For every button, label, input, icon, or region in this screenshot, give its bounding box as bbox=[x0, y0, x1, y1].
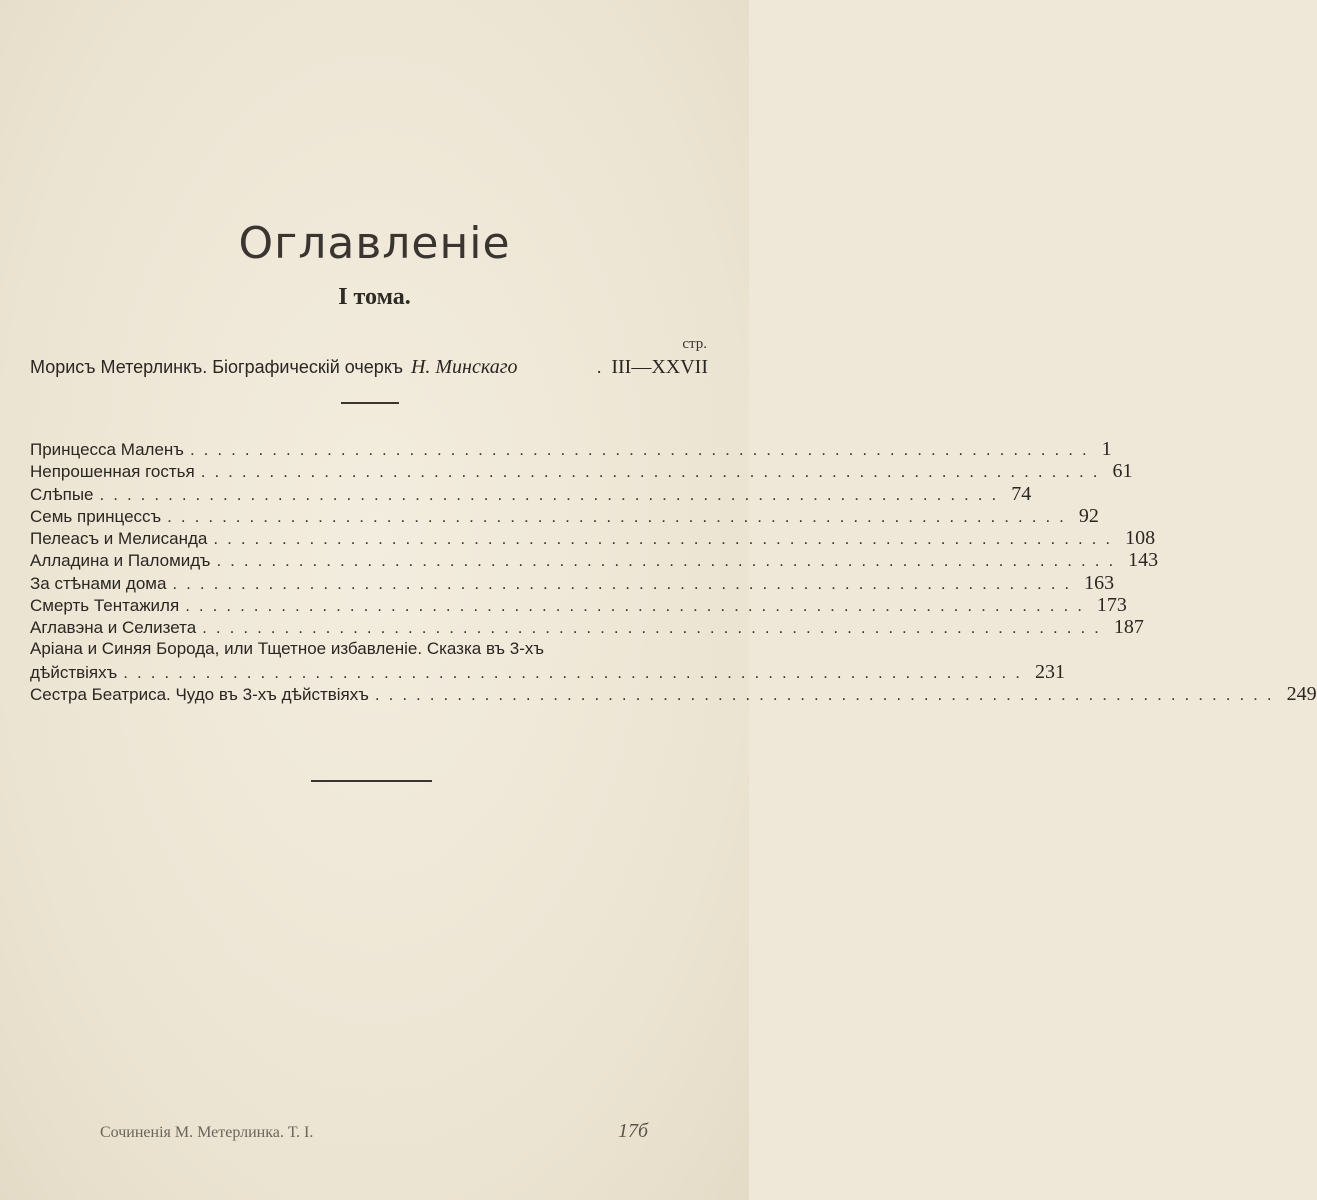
toc-entry bbox=[30, 594, 1127, 617]
bio-text: Морисъ Метерлинкъ. Біографическій очеркъ bbox=[30, 357, 403, 377]
toc-entry-page: 74 bbox=[1011, 482, 1032, 505]
leader-dots: .................................................................. bbox=[172, 573, 1079, 593]
leader-dots: .................................................................. bbox=[99, 484, 1006, 504]
toc-entry-title: Непрошенная гостья bbox=[30, 462, 195, 482]
table-of-contents bbox=[30, 438, 1317, 705]
toc-entry bbox=[30, 504, 1099, 527]
toc-entry-page: 61 bbox=[1112, 460, 1133, 483]
toc-entry bbox=[30, 460, 1133, 483]
toc-entry-page: 163 bbox=[1084, 571, 1115, 594]
toc-entry-title: Алладина и Паломидъ bbox=[30, 551, 211, 571]
leader-dots: .................................................................. bbox=[167, 506, 1073, 526]
toc-entry-title: Аглавэна и Селизета bbox=[30, 618, 197, 638]
leader-dots: .................................................................. bbox=[185, 596, 1091, 616]
leader-dots: .................................................................. bbox=[123, 662, 1029, 682]
toc-entry-page: 92 bbox=[1078, 504, 1099, 527]
footer-signature: Сочиненія М. Метерлинка. Т. I. bbox=[100, 1124, 314, 1141]
toc-entry-page: 249 bbox=[1286, 682, 1317, 705]
toc-entry bbox=[30, 482, 1032, 505]
toc-entry-page: 231 bbox=[1035, 660, 1065, 683]
toc-entry-title: Слѣпые bbox=[30, 484, 94, 504]
toc-entry-multiline-first bbox=[30, 639, 708, 661]
toc-entry bbox=[30, 438, 1112, 460]
toc-entry-page: 173 bbox=[1096, 594, 1127, 617]
leader-dots: .................................................................. bbox=[213, 529, 1120, 549]
divider-long bbox=[311, 780, 432, 782]
leader-dots: .................................................................. bbox=[202, 618, 1108, 638]
toc-entry-page: 1 bbox=[1101, 438, 1112, 460]
toc-entry-title: Смерть Тентажиля bbox=[30, 596, 180, 616]
toc-entry-title: Семь принцессъ bbox=[30, 506, 162, 526]
bio-author: Н. Минскаго bbox=[410, 356, 518, 378]
toc-entry-title: Пелеасъ и Мелисанда bbox=[30, 529, 208, 549]
toc-entry bbox=[30, 616, 1144, 639]
leader-dots: .................................................................. bbox=[374, 684, 1281, 704]
divider-short bbox=[341, 402, 399, 404]
leader-dots: .................................................................. bbox=[189, 440, 1096, 459]
toc-entry-title: Принцесса Маленъ bbox=[30, 440, 184, 459]
toc-entry-title: За стѣнами дома bbox=[30, 573, 167, 593]
leader-dots: .................................................................. bbox=[216, 551, 1123, 571]
toc-entry-title: Сестра Беатриса. Чудо въ 3-хъ дѣйствіяхъ bbox=[30, 684, 369, 704]
toc-entry bbox=[30, 527, 1156, 550]
footer-sheet-number: 17б bbox=[618, 1120, 649, 1142]
page-title: Оглавленіе bbox=[238, 218, 511, 269]
bio-dot: . bbox=[596, 357, 602, 377]
volume-subtitle: I тома. bbox=[338, 284, 411, 310]
toc-entry-page: 143 bbox=[1128, 549, 1159, 572]
page-column-label: стр. bbox=[682, 336, 707, 352]
leader-dots: .................................................................. bbox=[200, 462, 1107, 482]
toc-entry bbox=[30, 549, 1159, 572]
toc-entry-title-line1: Аріана и Синяя Борода, или Тщетное избавленіе. Сказка въ 3-хъ bbox=[30, 638, 545, 658]
bio-pages: III—XXVII bbox=[611, 356, 708, 378]
toc-entry-multiline-second bbox=[30, 660, 1065, 683]
bio-entry bbox=[30, 356, 708, 379]
toc-entry-title-line2: дѣйствіяхъ bbox=[30, 662, 118, 682]
toc-entry bbox=[30, 571, 1115, 594]
toc-entry bbox=[30, 682, 1317, 705]
toc-entry-page: 187 bbox=[1113, 616, 1144, 639]
toc-entry-page: 108 bbox=[1125, 527, 1156, 550]
